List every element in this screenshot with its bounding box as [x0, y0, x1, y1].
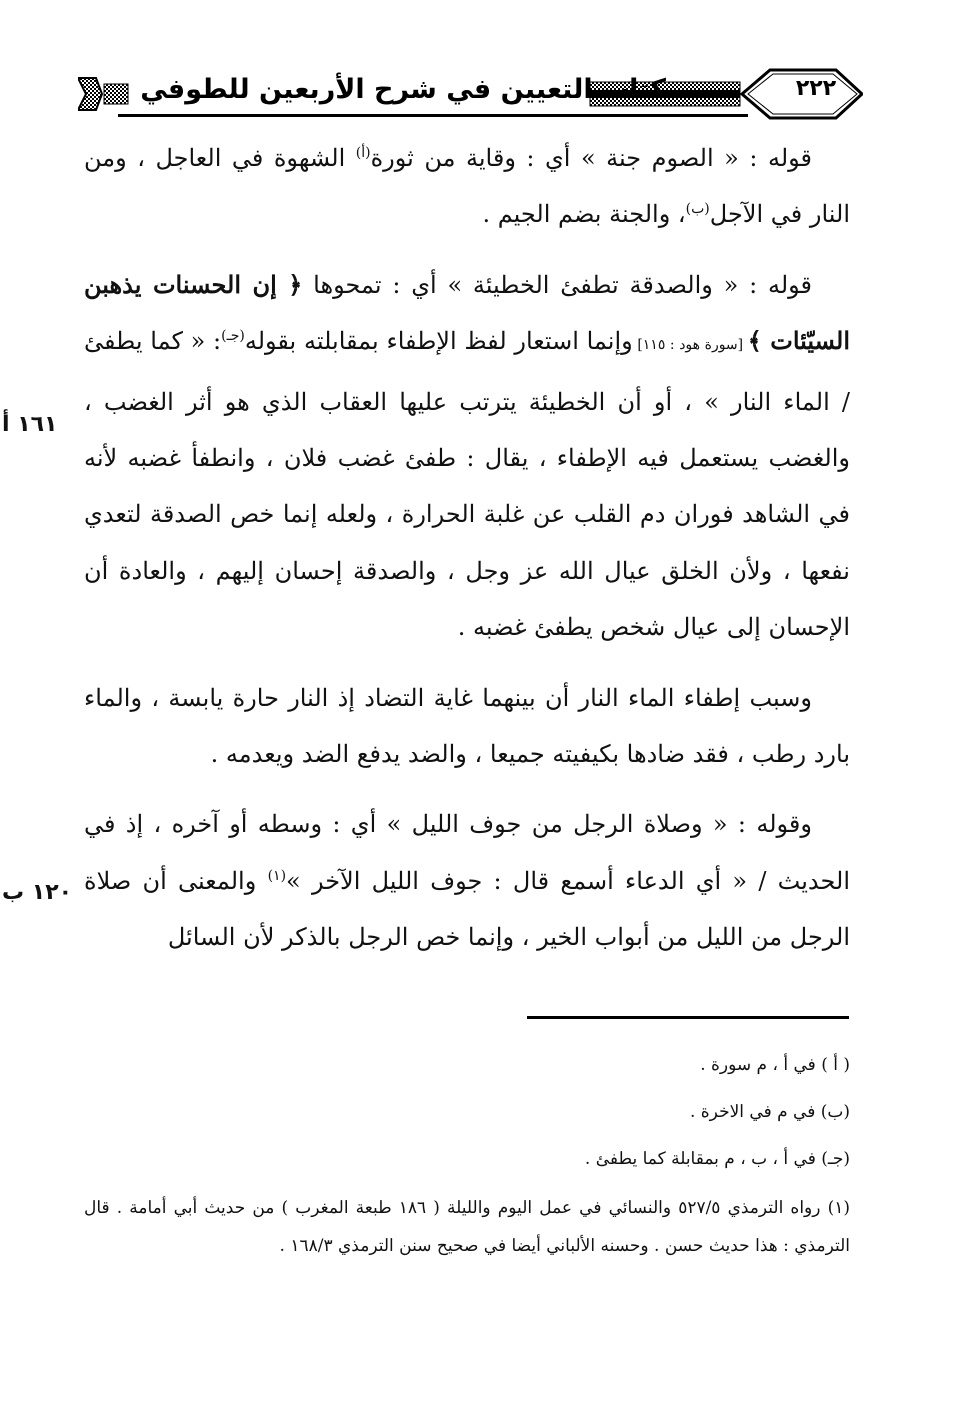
paragraph-3: وسبب إطفاء الماء النار أن بينهما غاية التضاد إذ النار حارة يابسة ، والماء بارد رطب ، فقد ضادها بكيفيته جميعا ، والضد يدفع الضد ويعدمه . [84, 683, 850, 769]
text-span: ، والجنة بضم الجيم . [482, 200, 686, 229]
footnote-ref: (جـ) [221, 328, 245, 345]
footnote-separator [527, 1016, 849, 1019]
footnote: ( أ ) في أ ، م سورة . [700, 1055, 850, 1075]
text-span: : « كما يطفئ / الماء النار » ، أو أن الخطيئة يترتب عليها العقاب الذي هو أثر الغضب ، والغضب يستعمل فيه الإطفاء ، يقال : طفئ غضب فلان ، وانطفأ غضبه لأنه في الشاهد فوران دم القلب عن غلبة الحرارة ، ولعله إنما خص الصدقة لتعدي نفعها ، ولأن الخلق عيال الله عز وجل ، والصدقة إحسان إليهم ، والعادة أن الإحسان إلى عيال شخص يطفئ غضبه . [84, 327, 850, 642]
footnote-ref: (أ) [355, 145, 371, 161]
text-span: وإنما استعار لفظ الإطفاء بمقابلته بقوله [244, 327, 633, 356]
footnote: (جـ) في أ ، ب ، م بمقابلة كما يطفئ . [584, 1149, 850, 1169]
text-span: الشهوة في العاجل ، ومن النار في الآجل [84, 144, 850, 229]
paragraph-2 [84, 257, 850, 656]
page-header [78, 68, 863, 120]
footnote: (ب) في م في الاخرة . [689, 1102, 850, 1122]
main-text [84, 130, 850, 980]
footnotes [84, 1048, 850, 1265]
text-span: والمعنى أن صلاة الرجل من الليل من أبواب الخير ، وإنما خص الرجل بالذكر لأن السائل [84, 866, 850, 952]
footnote-ref: (١) [267, 867, 287, 884]
footnote-ref: (ب) [685, 201, 710, 218]
paragraph-4 [84, 796, 850, 965]
verse-reference: [سورة هود : ١١٥] [632, 337, 748, 354]
paragraph-1 [84, 130, 850, 243]
quran-verse: ﴿ إن الحسنات يذهبن السيّئات ﴾ [84, 269, 851, 356]
page-number: ٢٢٢ [795, 76, 837, 101]
manuscript-folio-note: ١٦١ أ [2, 412, 58, 437]
running-title: كتاب التعيين في شرح الأربعين للطوفي [140, 74, 666, 105]
footnote: (١) رواه الترمذي ٥٢٧/٥ والنسائي في عمل اليوم والليلة ( ١٨٦ طبعة المغرب ) من حديث أبي أمامة . قال الترمذي : هذا حديث حسن . وحسنه الألباني أيضا في صحيح سنن الترمذي ١٦٨/٣ . [84, 1198, 851, 1256]
text-span: قوله : « الصوم جنة » أي : وقاية من ثورة [370, 144, 812, 172]
text-span: وقوله : « وصلاة الرجل من جوف الليل » أي : وسطه أو آخره ، إذ في الحديث / « أي الدعاء أسمع قال : جوف الليل الآخر » [84, 810, 850, 895]
manuscript-folio-note: ١٢٠ ب [2, 880, 73, 905]
text-span: قوله : « والصدقة تطفئ الخطيئة » أي : تمحوها [302, 270, 813, 299]
